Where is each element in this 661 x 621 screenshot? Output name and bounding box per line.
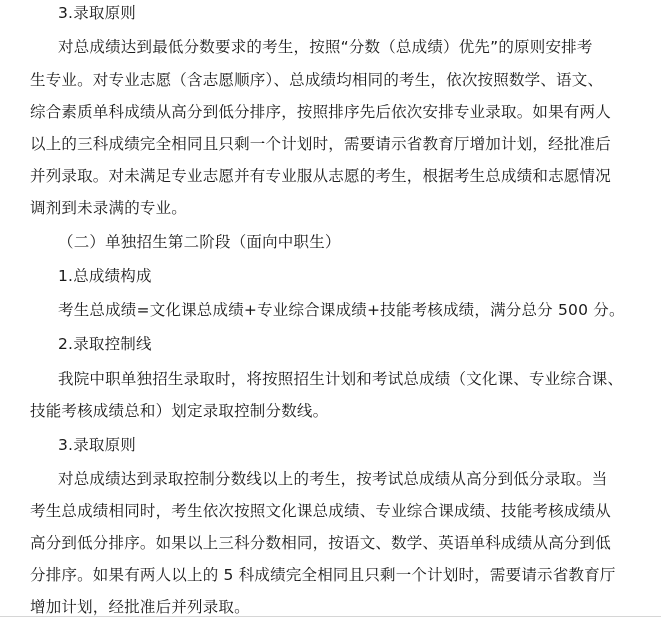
section-heading: （二）单独招生第二阶段（面向中职生） bbox=[58, 233, 341, 251]
paragraph-line: 我院中职单独招生录取时，将按照招生计划和考试总成绩（文化课、专业综合课、 bbox=[58, 370, 624, 388]
paragraph-line: 高分到低分排序。如果以上三科分数相同，按语文、数学、英语单科成绩从高分到低 bbox=[30, 534, 611, 552]
paragraph-line: 生专业。对专业志愿（含志愿顺序）、总成绩均相同的考生，依次按照数学、语文、 bbox=[30, 71, 604, 89]
paragraph-line: 综合素质单科成绩从高分到低分排序，按照排序先后依次安排专业录取。如果有两人 bbox=[30, 103, 611, 121]
paragraph-line: 技能考核成绩总和）划定录取控制分数线。 bbox=[30, 402, 329, 420]
paragraph-line: 考生总成绩=文化课总成绩+专业综合课成绩+技能考核成绩，满分总分 500 分。 bbox=[58, 301, 625, 319]
paragraph-line: 对总成绩达到最低分数要求的考生，按照“分数（总成绩）优先”的原则安排考 bbox=[58, 38, 593, 56]
paragraph-line: 并列录取。对未满足专业志愿并有专业服从志愿的考生，根据考生总成绩和志愿情况 bbox=[30, 167, 611, 185]
paragraph-line: 考生总成绩相同时，考生依次按照文化课总成绩、专业综合课成绩、技能考核成绩从 bbox=[30, 502, 611, 520]
paragraph-line: 分排序。如果有两人以上的 5 科成绩完全相同且只剩一个计划时，需要请示省教育厅 bbox=[30, 566, 616, 584]
paragraph-line: 增加计划，经批准后并列录取。 bbox=[30, 598, 250, 616]
paragraph-line: 对总成绩达到录取控制分数线以上的考生，按考试总成绩从高分到低分录取。当 bbox=[58, 470, 608, 488]
section-heading: 1.总成绩构成 bbox=[58, 267, 152, 285]
paragraph-line: 以上的三科成绩完全相同且只剩一个计划时，需要请示省教育厅增加计划，经批准后 bbox=[30, 135, 611, 153]
paragraph-line: 调剂到未录满的专业。 bbox=[30, 199, 188, 217]
section-heading: 3.录取原则 bbox=[58, 436, 136, 454]
section-heading: 3.录取原则 bbox=[58, 4, 136, 22]
section-heading: 2.录取控制线 bbox=[58, 335, 152, 353]
page-bottom-divider bbox=[0, 616, 661, 617]
